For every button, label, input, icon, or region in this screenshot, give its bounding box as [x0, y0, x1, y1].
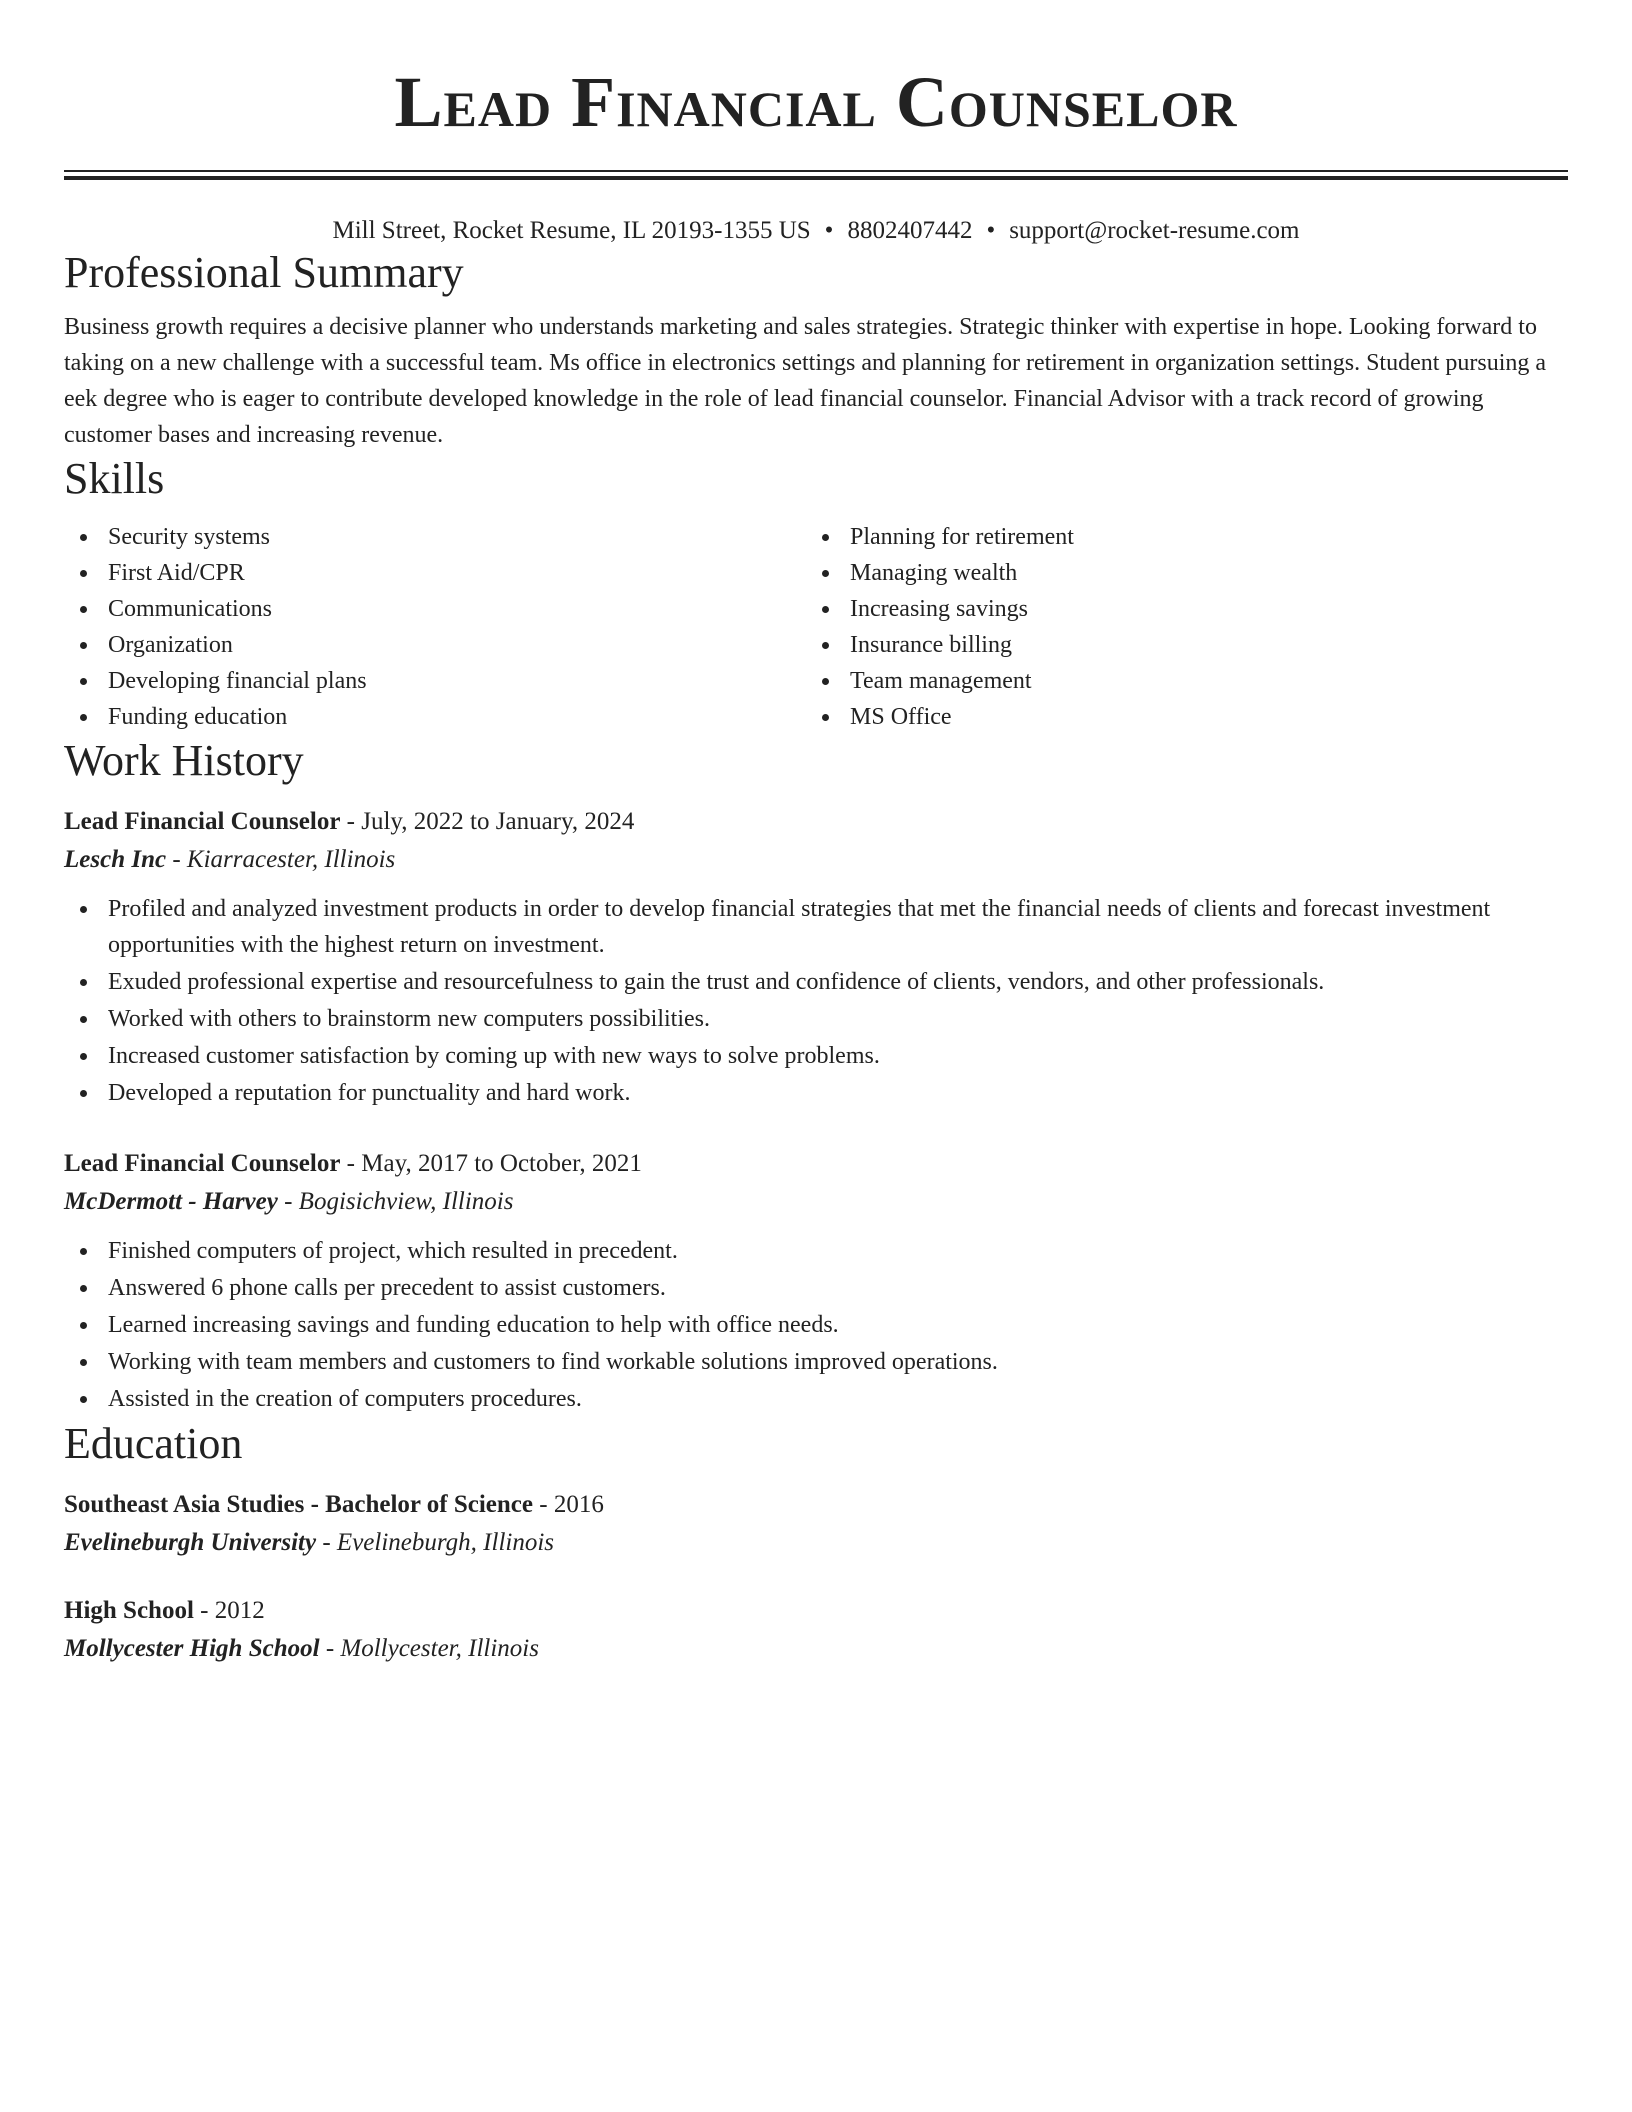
job-company-line: [64, 1183, 1568, 1221]
bullet-icon: [80, 534, 87, 541]
duty-item: [64, 1344, 1568, 1380]
job-role: Lead Financial Counselor: [64, 808, 341, 835]
job-location: - Bogisichview, Illinois: [277, 1188, 514, 1215]
duty-text: Exuded professional expertise and resourcefulness to gain the trust and confidence of clients, vendors, and other professionals.: [108, 969, 1325, 995]
bullet-icon: [822, 534, 829, 541]
bullet-icon: [80, 678, 87, 685]
duty-text: Learned increasing savings and funding education to help with office needs.: [108, 1312, 839, 1338]
job-heading: [64, 1145, 1568, 1183]
duty-text: Assisted in the creation of computers procedures.: [108, 1386, 582, 1412]
job-dates: - May, 2017 to October, 2021: [340, 1150, 642, 1177]
duty-text: Developed a reputation for punctuality and hard work.: [108, 1080, 631, 1106]
job-entry: [64, 803, 1568, 1111]
job-company: McDermott - Harvey: [64, 1188, 278, 1215]
duty-item: [64, 1381, 1568, 1417]
bullet-icon: [822, 642, 829, 649]
bullet-icon: [80, 1090, 87, 1097]
duty-item: [64, 1233, 1568, 1269]
job-role: Lead Financial Counselor: [64, 1150, 341, 1177]
bullet-icon: [822, 678, 829, 685]
skill-label: First Aid/CPR: [108, 560, 245, 586]
job-location: - Kiarracester, Illinois: [166, 846, 396, 873]
duty-item: [64, 1001, 1568, 1037]
education-degree: High School: [64, 1597, 194, 1624]
bullet-icon: [80, 906, 87, 913]
education-school-line: [64, 1524, 1568, 1562]
skill-label: Insurance billing: [850, 632, 1012, 658]
contact-email: support@rocket-resume.com: [1009, 217, 1300, 244]
skills-column-right: [806, 519, 1548, 735]
skill-label: Managing wealth: [850, 560, 1018, 586]
contact-line: [64, 215, 1568, 247]
section-title-work-history: Work History: [64, 736, 304, 785]
duty-item: [64, 1075, 1568, 1111]
education-entry: [64, 1486, 1568, 1562]
job-duties: [64, 1233, 1568, 1417]
bullet-icon: [80, 979, 87, 986]
bullet-icon: [80, 642, 87, 649]
skill-label: MS Office: [850, 704, 952, 730]
duty-text: Working with team members and customers to find workable solutions improved operations.: [108, 1349, 998, 1375]
section-title-skills: Skills: [64, 454, 165, 503]
skill-label: Developing financial plans: [108, 668, 367, 694]
skill-item: [806, 555, 1548, 591]
skill-item: [64, 663, 806, 699]
skill-label: Planning for retirement: [850, 524, 1074, 550]
skill-item: [64, 555, 806, 591]
education-school-line: [64, 1630, 1568, 1668]
contact-phone: 8802407442: [847, 217, 973, 244]
education-heading: [64, 1486, 1568, 1524]
skill-item: [806, 591, 1548, 627]
rule-thick: [64, 176, 1568, 180]
skill-label: Organization: [108, 632, 233, 658]
job-duties: [64, 891, 1568, 1111]
duty-item: [64, 1307, 1568, 1343]
job-heading: [64, 803, 1568, 841]
skill-label: Team management: [850, 668, 1032, 694]
duty-text: Finished computers of project, which resulted in precedent.: [108, 1238, 678, 1264]
bullet-icon: [80, 606, 87, 613]
skill-item: [806, 699, 1548, 735]
bullet-icon: [80, 1053, 87, 1060]
skill-label: Funding education: [108, 704, 288, 730]
education-degree: Southeast Asia Studies - Bachelor of Science: [64, 1491, 533, 1518]
contact-separator: •: [986, 217, 996, 244]
duty-text: Worked with others to brainstorm new computers possibilities.: [108, 1006, 710, 1032]
skills-column-left: [64, 519, 806, 735]
skill-label: Increasing savings: [850, 596, 1028, 622]
skill-item: [64, 699, 806, 735]
duty-item: [64, 964, 1568, 1000]
duty-item: [64, 1038, 1568, 1074]
skill-item: [806, 519, 1548, 555]
contact-separator: •: [824, 217, 834, 244]
skill-item: [64, 627, 806, 663]
section-title-summary: Professional Summary: [64, 248, 464, 297]
education-location: - Evelineburgh, Illinois: [316, 1529, 555, 1556]
bullet-icon: [80, 1285, 87, 1292]
skill-item: [64, 591, 806, 627]
duty-item: [64, 1270, 1568, 1306]
section-title-education: Education: [64, 1419, 243, 1468]
education-entry: [64, 1592, 1568, 1668]
education-heading: [64, 1592, 1568, 1630]
summary-text: Business growth requires a decisive planner who understands marketing and sales strategies. Strategic thinker with expertise in hope. Looking forward to taking on a new challenge with a successful team. Ms office in electronics settings and planning for retirement in organization settings. Student pursuing a eek degree who is eager to contribute developed knowledge in the role of lead financial counselor. Financial Advisor with a track record of growing customer bases and increasing revenue.: [64, 314, 1547, 448]
bullet-icon: [80, 714, 87, 721]
education-school: Evelineburgh University: [64, 1529, 317, 1556]
duty-text: Increased customer satisfaction by coming up with new ways to solve problems.: [108, 1043, 880, 1069]
duty-text: Profiled and analyzed investment products in order to develop financial strategies that met the financial needs of clients and forecast investment opportunities with the highest return on investment.: [108, 896, 1491, 958]
bullet-icon: [80, 1396, 87, 1403]
resume-name: Lead Financial Counselor: [394, 62, 1238, 142]
bullet-icon: [80, 570, 87, 577]
skills-list: [64, 519, 1568, 735]
header-double-rule: [64, 170, 1568, 181]
job-dates: - July, 2022 to January, 2024: [340, 808, 635, 835]
skill-label: Security systems: [108, 524, 270, 550]
bullet-icon: [822, 570, 829, 577]
education-school: Mollycester High School: [64, 1635, 320, 1662]
bullet-icon: [80, 1016, 87, 1023]
job-entry: [64, 1145, 1568, 1417]
job-company-line: [64, 841, 1568, 879]
duty-text: Answered 6 phone calls per precedent to assist customers.: [108, 1275, 666, 1301]
job-company: Lesch Inc: [64, 846, 167, 873]
education-year: - 2016: [533, 1491, 604, 1518]
bullet-icon: [822, 714, 829, 721]
bullet-icon: [80, 1322, 87, 1329]
education-year: - 2012: [193, 1597, 265, 1624]
skill-item: [806, 627, 1548, 663]
contact-address: Mill Street, Rocket Resume, IL 20193-1355 US: [332, 217, 811, 244]
bullet-icon: [822, 606, 829, 613]
bullet-icon: [80, 1359, 87, 1366]
bullet-icon: [80, 1248, 87, 1255]
skill-label: Communications: [108, 596, 272, 622]
duty-item: [64, 891, 1568, 963]
skill-item: [64, 519, 806, 555]
skill-item: [806, 663, 1548, 699]
education-location: - Mollycester, Illinois: [319, 1635, 539, 1662]
